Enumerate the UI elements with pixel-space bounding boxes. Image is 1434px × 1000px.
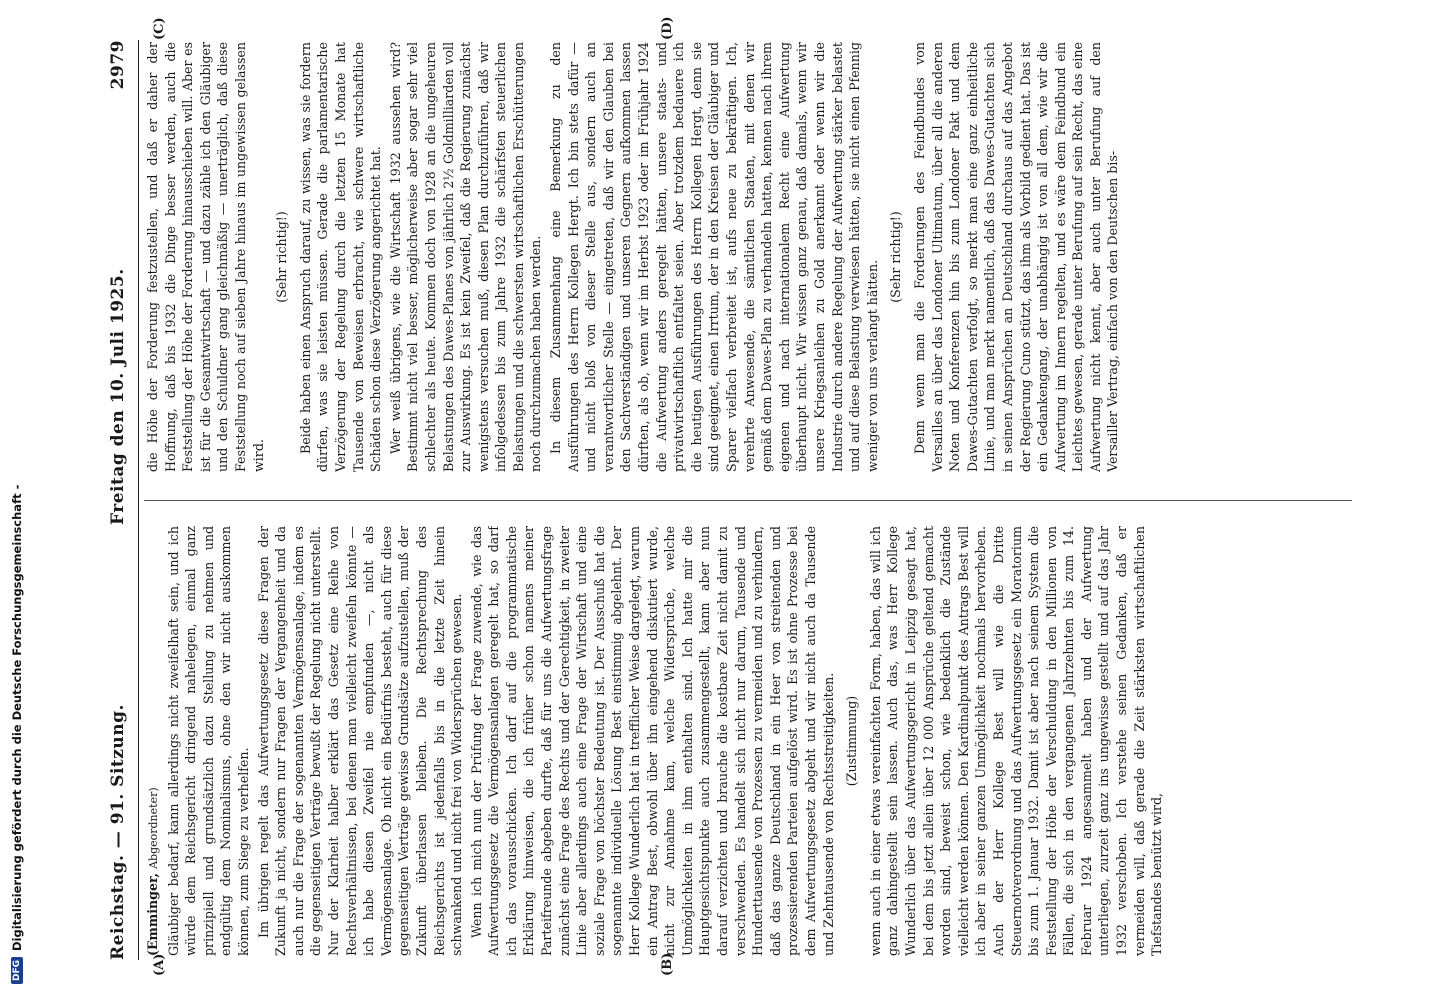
paragraph: Im übrigen regelt das Aufwertungsgesetz diese Fragen der Zukunft ja nicht, sondern nur Fragen der Vergangenheit und da auch nur die Frage der sogenannten Vermögensanlage, indem es die gegenseitigen Verträge bewußt der Regelung nicht unterstellt. Nur der Klarheit halber erklärt das Gesetz eine Reihe von Rechtsverhältnissen, bei denen man vielleicht zweifeln könnte — ich habe diesen Zweifel nie empfunden —, nicht als Vermögensanlage. Ob nicht ein Bedürfnis besteht, auch für diese gegenseitigen Verträge gewisse Grundsätze aufzustellen, muß der Zukunft überlassen bleiben. Die Rechtsprechung des Reichsgerichts ist jedenfalls bis in die letzte Zeit hinein schwankend und nicht frei von Widersprüchen gewesen.	[255, 526, 465, 956]
speaker-line	[144, 526, 163, 956]
margin-letter-d: (D)	[660, 16, 675, 40]
margin-letter-c: (C)	[152, 17, 167, 40]
interjection: (Sehr richtig!)	[274, 211, 290, 303]
header-date: Freitag den 10. Juli 1925.	[108, 268, 128, 525]
header-left: Reichstag. — 91. Sitzung.	[108, 704, 128, 960]
margin-letter-b: (B)	[660, 952, 675, 976]
paragraph: In diesem Zusammenhang eine Bemerkung zu den Ausführungen des Herrn Kollegen Hergt. Ich bin stets dafür — und nicht bloß von dieser Stelle aus, sondern auch an verantwortlicher Stelle — eingetreten, daß wir den Glauben bei den Sachverständigen und unseren Gegnern aufkommen lassen dürften, als ob, wenn wir im Herbst 1923 oder im Frühjahr 1924 die Aufwertung anders geregelt hätten, unsere staats- und privatwirtschaftlich entfaltet seien. Aber trotzdem bedauere ich die heutigen Ausführungen des Herrn Kollegen Hergt, denn sie sind geeignet, einen Irrtum, der in den Kreisen der Gläubiger und Sparer vielfach verbreitet ist, aufs neue zu bekräftigen. Ich, verehrte Anwesende, die sämtlichen Staaten, mit denen wir gemäß dem Dawes-Plan zu verhandeln hatten, kennen nach ihrem eigenen und nach internationalem Recht eine Aufwertung überhaupt nicht. Wir wissen ganz genau, daß damals, wenn wir unsere Kriegsanleihen zu Gold anerkannt oder wenn wir die Industrie durch andere Regelung der Aufwertung stärker belastet und auf diese Belastung verwiesen hätten, sie nicht einen Pfennig weniger von uns verlangt hätten.	[548, 42, 880, 472]
column-divider	[144, 500, 1352, 501]
right-column	[144, 42, 1354, 472]
paragraph: die Höhe der Forderung festzustellen, und daß er daher der Hoffnung, daß bis 1932 die Dinge besser werden, auch die Feststellung der Höhe der Forderung hinausschieben will. Aber es ist für die Gesamtwirtschaft — und dazu zähle ich den Gläubiger und den Schuldner gang gleichmäßig — unerträglich, daß diese Feststellung noch auf sieben Jahre hinaus im ungewissen gelassen wird.	[145, 42, 266, 472]
paragraph: wenn auch in einer etwas vereinfachten Form, haben, das will ich ganz dahingestellt sein lassen. Auch das, was Herr Kollege Wunderlich über das Aufwertungsgericht in Leipzig gesagt hat, bei dem bis jetzt allein über 12 000 Ansprüche geltend gemacht worden sind, beweist schon, wie bedenklich die Zustände vielleicht werden können. Den Kardinalpunkt des Antrags Best will ich aber in seiner ganzen Unmöglichkeit nochmals hervorheben. Auch der Herr Kollege Best will wie die Dritte Steuernotverordnung und das Aufwertungsgesetz ein Moratorium bis zum 1. Januar 1932. Damit ist aber nach seinem System die Feststellung der Höhe der Verschuldung in den Millionen von Fällen, die sich in den vergangenen Jahrzehnten bis zum 14. Februar 1924 angesammelt haben und der Aufwertung unterliegen, zurzeit ganz ins ungewisse gestellt und auf das Jahr 1932 verschoben. Ich verstehe seinen Gedanken, daß er vermeiden will, daß gerade die Zeit stärksten wirtschaftlichen Tiefstandes benützt wird,	[867, 526, 1165, 956]
document-page	[100, 16, 1360, 980]
header-right	[108, 268, 128, 525]
speaker-role: Abgeordneter)	[147, 787, 160, 869]
paragraph: Wenn ich mich nun der Prüfung der Frage zuwende, wie das Aufwertungsgesetz die Vermögensanlagen geregelt hat, so darf ich das vorausschicken. Ich darf auf die programmatische Erklärung hinweisen, die ich früher schon namens meiner Parteifreunde abgeben durfte, daß für uns die Aufwertungsfrage zunächst eine Frage des Rechts und der Gerechtigkeit, in zweiter Linie aber allerdings auch eine Frage der Wirtschaft und eine soziale Frage von höchster Bedeutung ist. Der Ausschuß hat die sogenannte individuelle Lösung Best einstimmig abgelehnt. Der Herr Kollege Wunderlich hat in trefflicher Weise dargelegt, warum ein Antrag Best, obwohl über ihn eingehend diskutiert wurde, nicht zur Annahme kam, welche Widersprüche, welche Unmöglichkeiten in ihm enthalten sind. Ich hatte mir die Hauptgesichtspunkte auch zusammengestellt, kann aber nun darauf verzichten und brauche die kostbare Zeit nicht damit zu verschwenden. Es handelt sich nicht nur darum, Tausende und Hunderttausende von Prozessen zu vermeiden und zu verhindern, daß das ganze Deutschland in ein Heer von streitenden und prozessierenden Parteien aufgelöst wird. Es ist ohne Prozesse bei dem Aufwertungsgesetz abgeht und wir nicht auch da Tausende und Zehntausende von Rechtsstreitigkeiten.	[468, 526, 836, 956]
page-number: 2979	[108, 40, 128, 90]
paragraph: Wer weiß übrigens, wie die Wirtschaft 1932 aussehen wird? Bestimmt nicht viel besser, möglicherweise aber sogar sehr viel schlechter als heute. Kommen doch von 1928 an die ungeheuren Belastungen des Dawes-Planes von jährlich 2½ Goldmilliarden voll zur Auswirkung. Es ist kein Zweifel, daß die Regierung zunächst wenigstens versuchen muß, diesen Plan durchzuführen, daß wir infolgedessen bis zum Jahre 1932 die schärfsten steuerlichen Belastungen und die schwersten wirtschaftlichen Erschütterungen noch durchzumachen haben werden.	[387, 42, 544, 472]
paragraph: Gläubiger bedarf, kann allerdings nicht zweifelhaft sein, und ich würde dem Reichsgericht dringend nahelegen, einmal ganz prinzipiell und grundsätzlich dazu Stellung zu nehmen und endgültig dem Nominalismus, ohne den wir nicht auskommen können, zum Siege zu verhelfen.	[165, 526, 251, 956]
dfg-logo-icon: DFG	[11, 957, 23, 984]
paragraph: Denn wenn man die Forderungen des Feindbundes von Versailles an über das Londoner Ultimatum, über all die anderen Noten und Konferenzen hin bis zum Londoner Pakt und dem Dawes-Gutachten verfolgt, so merkt man eine ganz einheitliche Linie, und man merkt namentlich, daß das Dawes-Gutachten sich in seinen Ansprüchen an Deutschland durchaus auf das Angebot der Regierung Cuno stützt, das ihm als Vorbild gedient hat. Das ist ein Gedankengang, der unabhängig ist von all dem, wie wir die Aufwertung im Innern regelten, und es wäre dem Feindbund ein Leichtes gewesen, gerade unter Berufung auf sein Recht, das eine Aufwertung nicht kennt, aber auch unter Berufung auf den Versailler Vertrag, einfach von den Deutschen bis-	[911, 42, 1121, 472]
left-column	[144, 526, 1354, 956]
interjection: (Sehr richtig!)	[888, 211, 904, 303]
speaker-name: (Emminger,	[145, 872, 160, 956]
margin-letter-a: (A)	[152, 953, 167, 976]
page-header	[108, 40, 134, 960]
header-divider	[138, 40, 139, 960]
paragraph: Beide haben einen Anspruch darauf, zu wissen, was sie fordern dürfen, was sie leisten müssen. Gerade die parlamentarische Verzögerung der Regelung durch die letzten 15 Monate hat Tausende von Beweisen erbracht, wie schwere wirtschaftliche Schäden schon diese Verzögerung angerichtet hat.	[297, 42, 384, 472]
interjection: (Zustimmung)	[844, 695, 860, 787]
funding-note-text: Digitalisierung gefördert durch die Deutsche Forschungsgemeinschaft -	[10, 484, 24, 951]
funding-note	[8, 0, 26, 1000]
